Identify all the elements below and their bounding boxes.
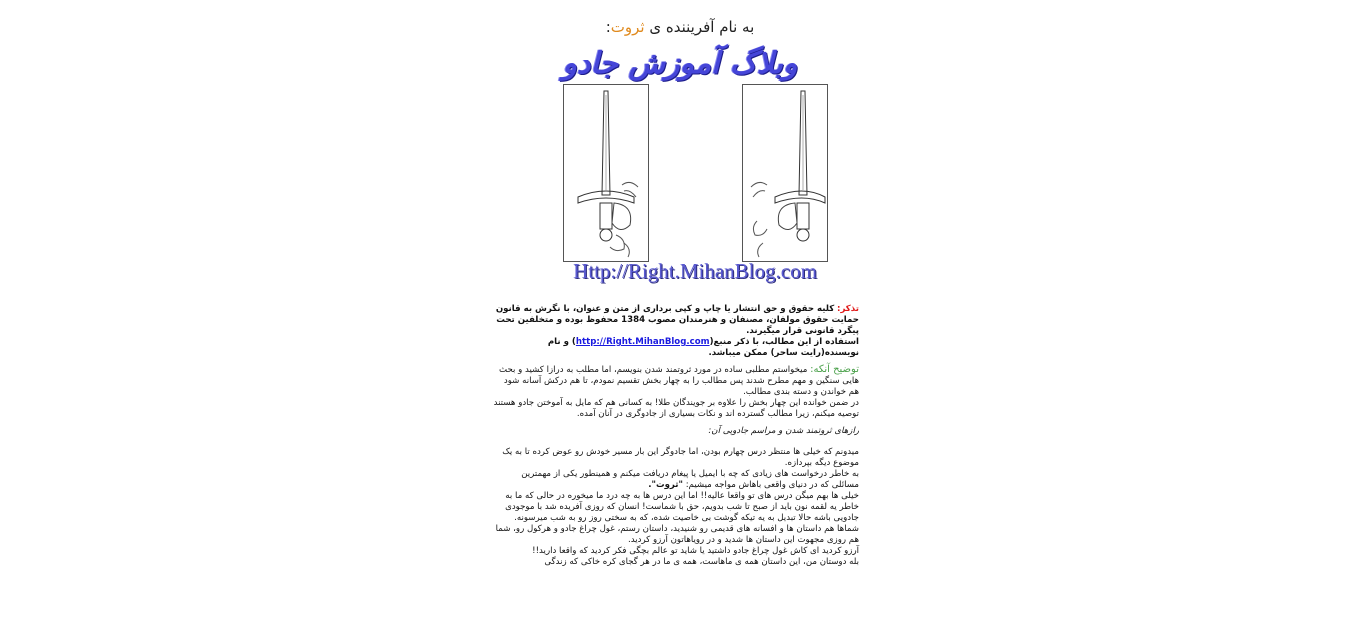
sword-icon — [743, 85, 827, 261]
source-link[interactable]: http://Right.MihanBlog.com — [575, 337, 710, 347]
notice-text: کلیه حقوق و حق انتشار یا چاپ و کپی برداری از متن و عنوان، با نگرش به قانون حمایت حقوق مولفان، مصنفان و هنرمندان مصوب 1384 محفوظ بوده و متخلفین تحت پیگرد قانونی قرار میگیرند. — [495, 304, 859, 336]
site-url-banner: Http://Right.MihanBlog.com — [573, 259, 817, 283]
body-paragraph-text: به خاطر درخواست های زیادی که چه با ایمیل یا پیغام دریافت میکنم و همینطور یکی از مهمترین مسائلی که در دنیای واقعی باهاش مواجه میشیم: — [521, 469, 859, 490]
greeting-suffix: : — [605, 18, 611, 36]
notice-usage-suffix: ) و نام نویسنده(رایت ساحر) ممکن میباشد. — [547, 337, 859, 358]
body-paragraph: آرزو کردید ای کاش غول چراغ جادو داشتید یا شاید تو عالم بچگی فکر کردید که واقعا دارید!! — [532, 546, 859, 556]
notice-label: تذکر: — [837, 304, 859, 314]
section-heading: رازهای ثروتمند شدن و مراسم جادویی آن: — [708, 426, 859, 436]
body-paragraph: شماها هم داستان ها و افسانه های قدیمی رو شنیدید، داستان رستم، غول چراغ جادو و هرکول رو، شما هم روزی مجهوت این داستان ها شدید و در رویاهاتون آرزو کردید. — [495, 524, 859, 545]
explanation-label: توضیح آنکه: — [810, 364, 859, 375]
greeting-prefix: به نام آفریننده ی — [649, 18, 755, 36]
notice-usage-prefix: استفاده از این مطالب، با ذکر منبع( — [709, 337, 859, 347]
body-paragraph: خیلی ها بهم میگن درس های تو واقعا عالیه!! اما این درس ها به چه درد ما میخوره در حالی که ما به خاطر یه لقمه نون باید از صبح تا شب بدویم، حق با شماست! انسان که روزی آفریده شد با موجودی جادویی باشه حالا تبدیل به یه تیکه گوشت بی خاصیت شده، که به سختی روز رو به شب میرسونه. — [505, 491, 859, 523]
sword-illustration-right — [742, 84, 828, 262]
greeting-line — [560, 18, 800, 36]
greeting-accent: ثروت — [610, 18, 645, 36]
explanation-block — [493, 364, 859, 420]
body-paragraph — [493, 469, 859, 491]
body-paragraph: میدونم که خیلی ها منتظر درس چهارم بودن، اما جادوگر این بار مسیر خودش رو عوض کرده تا به یک موضوع دیگه بپردازه. — [502, 447, 859, 468]
explanation-text: میخواستم مطلبی ساده در مورد ثروتمند شدن بنویسم، اما مطلب به درازا کشید و بحث هایی سنگین و مهم مطرح شدند پس مطالب را به چهار بخش تقسیم نمودم، تا هم درکش آسانه شود هم خواندن و دسته بندی مطالب. — [499, 365, 859, 397]
article-body — [493, 447, 859, 568]
body-paragraph: بله دوستان من، این داستان همه ی ماهاست، همه ی ما در هر گجای کره خاکی که زندگی — [544, 557, 859, 567]
wealth-quote: "ثروت". — [648, 480, 683, 490]
sword-illustration-left — [563, 84, 649, 262]
copyright-notice — [493, 304, 859, 359]
blog-title: وبلاگ آموزش جادو — [562, 46, 798, 81]
explanation-text-2: در ضمن خوانده این چهار بخش را علاوه بر جویندگان طلا! به کسانی هم که مایل به آموختن جادو هستند توصیه میکنم، زیرا مطالب گسترده اند و نکات بسیاری از جادوگری در آنان آمده. — [493, 398, 859, 419]
sword-icon — [564, 85, 648, 261]
